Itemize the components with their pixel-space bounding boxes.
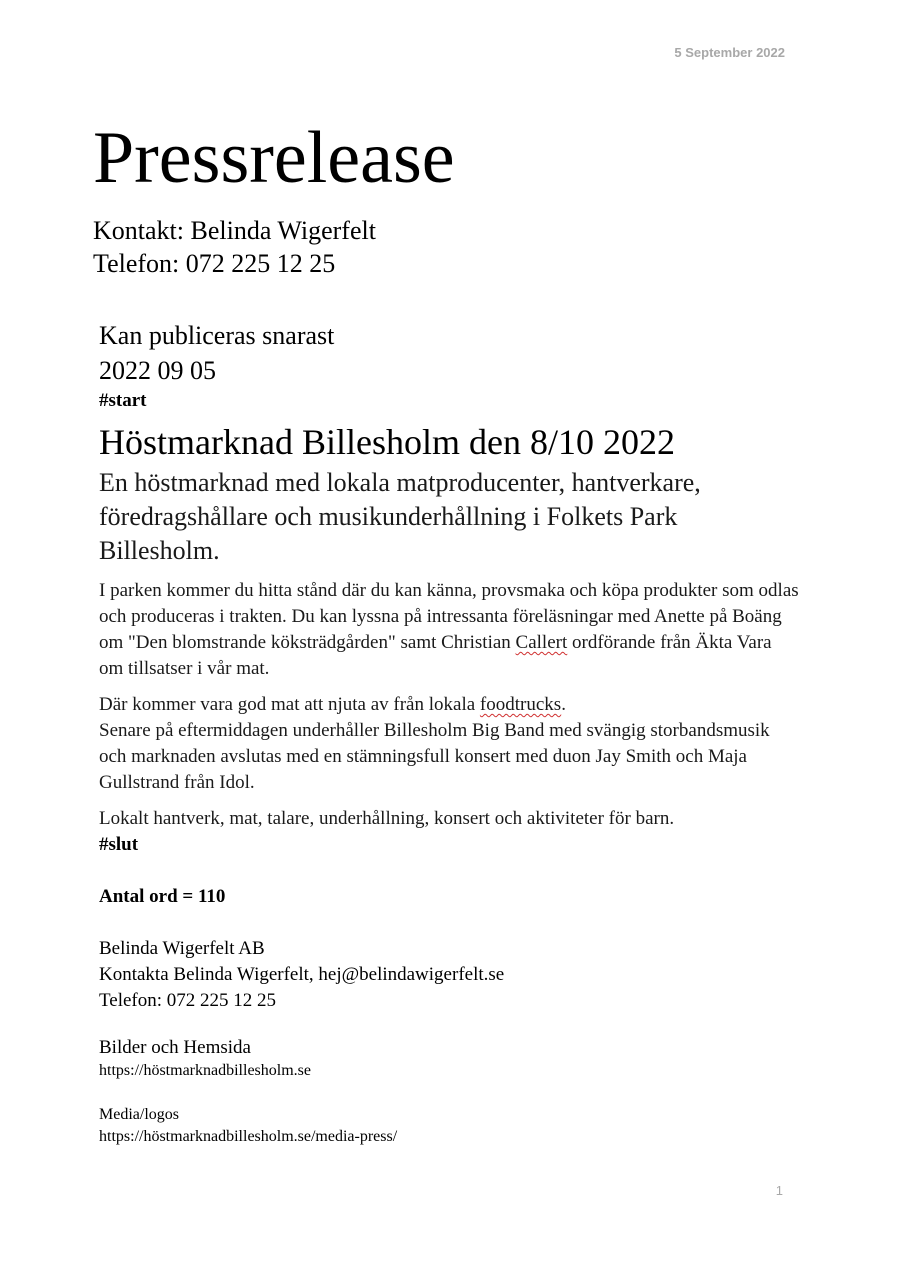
page-title: Pressrelease: [93, 117, 455, 199]
paragraph-2-text-c: .: [561, 694, 566, 715]
footer-phone: Telefon: 072 225 12 25: [99, 990, 277, 1011]
release-subheadline: En höstmarknad med lokala matproducenter, hantverkare, föredragshållare och musikunderhållning i Folkets Park Billesholm.: [99, 468, 701, 565]
images-url: https://höstmarknadbillesholm.se: [99, 1062, 311, 1079]
paragraph-1-text-c: ordförande från Äkta Vara om tillsatser i vår mat.: [99, 632, 772, 679]
footer-contact: [99, 936, 799, 1014]
paragraph-2: [99, 692, 799, 796]
contact-name: Kontakt: Belinda Wigerfelt: [93, 216, 376, 245]
media-url: https://höstmarknadbillesholm.se/media-press/: [99, 1128, 398, 1145]
spellcheck-word-foodtrucks: foodtrucks: [479, 694, 562, 715]
footer-company: Belinda Wigerfelt AB: [99, 938, 265, 959]
contact-block: [93, 214, 376, 280]
start-tag: #start: [99, 390, 147, 411]
publish-note: Kan publiceras snarast: [99, 321, 335, 350]
media-label: Media/logos: [99, 1106, 179, 1123]
page-number: 1: [775, 1183, 783, 1198]
footer-contact-line: Kontakta Belinda Wigerfelt, hej@belindawigerfelt.se: [99, 964, 505, 985]
contact-phone: Telefon: 072 225 12 25: [93, 249, 336, 278]
paragraph-2-text-a: Där kommer vara god mat att njuta av från lokala: [99, 694, 480, 715]
release-headline: Höstmarknad Billesholm den 8/10 2022: [99, 422, 675, 462]
document-date: 5 September 2022: [674, 45, 785, 60]
spellcheck-word-callert: Callert: [515, 632, 568, 653]
paragraph-2-line-2: Senare på eftermiddagen underhåller Billesholm Big Band med svängig storbandsmusik och marknaden avslutas med en stämningsfull konsert med duon Jay Smith och Maja Gullstrand från Idol.: [99, 720, 770, 793]
paragraph-3: Lokalt hantverk, mat, talare, underhållning, konsert och aktiviteter för barn.: [99, 808, 675, 829]
paragraph-1: [99, 578, 799, 682]
release-body: [99, 318, 799, 1148]
end-tag: #slut: [99, 834, 139, 855]
images-label: Bilder och Hemsida: [99, 1037, 251, 1058]
publish-date: 2022 09 05: [99, 356, 216, 385]
paragraph-1-text-a: I parken kommer du hitta stånd där du kan känna, provsmaka och köpa produkter som odlas och produceras i trakten. Du kan lyssna på intressanta föreläsningar med Anette på Boäng om "Den blomstrande köksträdgården" samt Christian: [99, 580, 799, 653]
word-count: Antal ord = 110: [99, 886, 226, 907]
